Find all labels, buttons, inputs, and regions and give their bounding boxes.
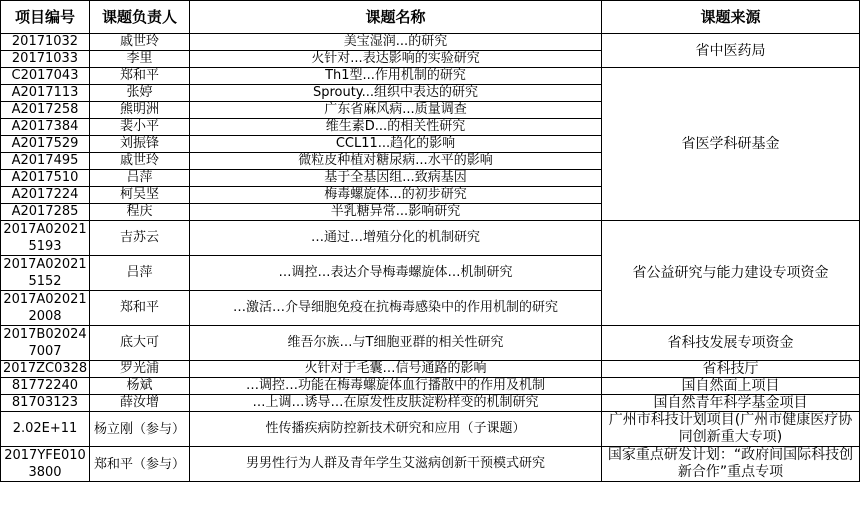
project-id-cell: 2.02E+11 [1, 412, 90, 447]
project-id-cell: 2017ZC0328 [1, 361, 90, 378]
source-cell: 省中医药局 [602, 34, 860, 68]
project-name-cell: 微粒皮种植对糖尿病...水平的影响 [190, 153, 602, 170]
table-row [1, 34, 860, 51]
project-name-cell: 维生素D...的相关性研究 [190, 119, 602, 136]
project-id-cell: A2017495 [1, 153, 90, 170]
table-row [1, 221, 860, 256]
project-name-cell: 男男性行为人群及青年学生艾滋病创新干预模式研究 [190, 447, 602, 482]
project-name-cell: 半乳糖异常...影响研究 [190, 204, 602, 221]
header-leader: 课题负责人 [90, 1, 190, 34]
leader-cell: 吕萍 [90, 256, 190, 291]
project-name-cell: 基于全基因组...致病基因 [190, 170, 602, 187]
project-id-cell: 2017A020215193 [1, 221, 90, 256]
project-id-cell: 2017A020215152 [1, 256, 90, 291]
project-name-cell: Sprouty...组织中表达的研究 [190, 85, 602, 102]
leader-cell: 程庆 [90, 204, 190, 221]
table-row [1, 361, 860, 378]
source-cell: 省科技厅 [602, 361, 860, 378]
project-id-cell: 81772240 [1, 378, 90, 395]
project-id-cell: A2017529 [1, 136, 90, 153]
project-id-cell: A2017224 [1, 187, 90, 204]
project-name-cell: 维吾尔族…与T细胞亚群的相关性研究 [190, 326, 602, 361]
source-cell: 广州市科技计划项目(广州市健康医疗协同创新重大专项) [602, 412, 860, 447]
table-row [1, 395, 860, 412]
source-cell: 省公益研究与能力建设专项资金 [602, 221, 860, 326]
project-name-cell: 火针对于毛囊…信号通路的影响 [190, 361, 602, 378]
leader-cell: 柯吴坚 [90, 187, 190, 204]
project-name-cell: 火针对...表达影响的实验研究 [190, 51, 602, 68]
project-name-cell: …上调…诱导…在原发性皮肤淀粉样变的机制研究 [190, 395, 602, 412]
leader-cell: 罗光浦 [90, 361, 190, 378]
project-id-cell: 20171033 [1, 51, 90, 68]
table-row [1, 412, 860, 447]
project-name-cell: Th1型...作用机制的研究 [190, 68, 602, 85]
project-id-cell: 2017YFE0103800 [1, 447, 90, 482]
source-cell: 国自然青年科学基金项目 [602, 395, 860, 412]
project-name-cell: …调控…功能在梅毒螺旋体血行播散中的作用及机制 [190, 378, 602, 395]
leader-cell: 李里 [90, 51, 190, 68]
leader-cell: 郑和平 [90, 291, 190, 326]
header-row [1, 1, 860, 34]
project-id-cell: 2017A020212008 [1, 291, 90, 326]
header-source: 课题来源 [602, 1, 860, 34]
project-id-cell: A2017384 [1, 119, 90, 136]
leader-cell: 底大可 [90, 326, 190, 361]
project-id-cell: A2017258 [1, 102, 90, 119]
project-id-cell: C2017043 [1, 68, 90, 85]
leader-cell: 薛汝增 [90, 395, 190, 412]
table-row [1, 68, 860, 85]
source-cell: 省医学科研基金 [602, 68, 860, 221]
project-name-cell: …激活…介导细胞免疫在抗梅毒感染中的作用机制的研究 [190, 291, 602, 326]
project-id-cell: 2017B020247007 [1, 326, 90, 361]
table-row [1, 447, 860, 482]
project-name-cell: …调控…表达介导梅毒螺旋体…机制研究 [190, 256, 602, 291]
leader-cell: 吉苏云 [90, 221, 190, 256]
leader-cell: 张婷 [90, 85, 190, 102]
header-project-name: 课题名称 [190, 1, 602, 34]
project-name-cell: CCL11...趋化的影响 [190, 136, 602, 153]
project-id-cell: A2017285 [1, 204, 90, 221]
project-name-cell: 性传播疾病防控新技术研究和应用（子课题） [190, 412, 602, 447]
leader-cell: 戚世玲 [90, 34, 190, 51]
leader-cell: 郑和平（参与） [90, 447, 190, 482]
header-project-id: 项目编号 [1, 1, 90, 34]
table-row [1, 378, 860, 395]
project-id-cell: A2017113 [1, 85, 90, 102]
table-row [1, 326, 860, 361]
leader-cell: 刘振锋 [90, 136, 190, 153]
project-id-cell: A2017510 [1, 170, 90, 187]
leader-cell: 裴小平 [90, 119, 190, 136]
leader-cell: 戚世玲 [90, 153, 190, 170]
project-id-cell: 20171032 [1, 34, 90, 51]
source-cell: 国家重点研发计划：“政府间国际科技创新合作”重点专项 [602, 447, 860, 482]
project-name-cell: 广东省麻风病...质量调查 [190, 102, 602, 119]
leader-cell: 杨斌 [90, 378, 190, 395]
source-cell: 省科技发展专项资金 [602, 326, 860, 361]
leader-cell: 熊明洲 [90, 102, 190, 119]
leader-cell: 郑和平 [90, 68, 190, 85]
leader-cell: 杨立刚（参与） [90, 412, 190, 447]
source-cell: 国自然面上项目 [602, 378, 860, 395]
project-id-cell: 81703123 [1, 395, 90, 412]
leader-cell: 吕萍 [90, 170, 190, 187]
project-name-cell: 美宝湿润...的研究 [190, 34, 602, 51]
project-name-cell: 梅毒螺旋体...的初步研究 [190, 187, 602, 204]
project-name-cell: …通过…增殖分化的机制研究 [190, 221, 602, 256]
